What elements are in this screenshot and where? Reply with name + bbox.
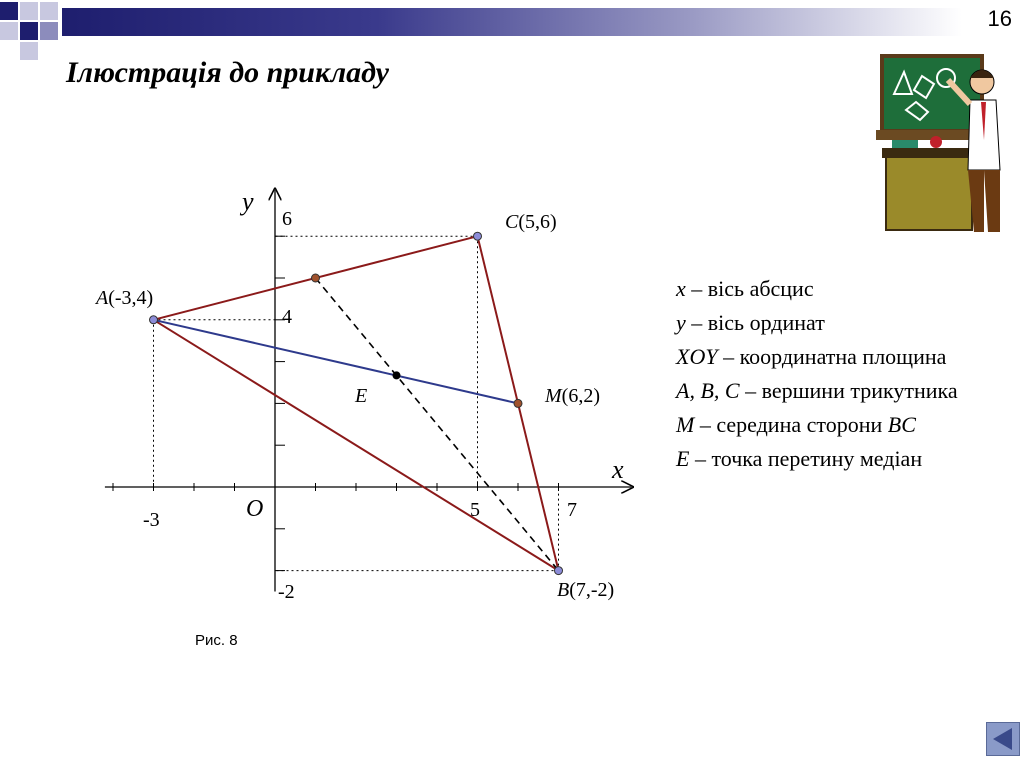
previous-slide-button[interactable] bbox=[986, 722, 1020, 756]
point-b bbox=[555, 567, 563, 575]
teacher-clipart bbox=[876, 50, 1021, 240]
label-point-c: C(5,6) bbox=[505, 211, 557, 233]
diagram-labels bbox=[94, 187, 624, 603]
tick-label-x7: 7 bbox=[567, 499, 577, 521]
point-a bbox=[150, 316, 158, 324]
legend-row-midpoint: M – середина сторони BC bbox=[676, 412, 916, 437]
legend-row-vertices: A, B, C – вершини трикутника bbox=[676, 378, 958, 403]
legend-row-xoy: XOY – координатна площина bbox=[676, 344, 947, 369]
legend-row-y: y – вісь ординат bbox=[676, 310, 825, 335]
x-axis-label: x bbox=[612, 455, 624, 484]
y-axis-label: y bbox=[242, 187, 254, 216]
label-point-b: B(7,-2) bbox=[557, 579, 615, 601]
figure-caption: Рис. 8 bbox=[195, 632, 238, 649]
tick-label-y6: 6 bbox=[282, 208, 292, 230]
slide-title: Ілюстрація до прикладу bbox=[66, 56, 389, 89]
origin-label: O bbox=[246, 496, 264, 522]
tick-label-x-neg3: -3 bbox=[143, 509, 160, 531]
point-c bbox=[474, 232, 482, 240]
tick-label-y-neg2: -2 bbox=[278, 581, 295, 603]
tick-label-y4: 4 bbox=[282, 306, 292, 328]
page-number: 16 bbox=[987, 6, 1012, 31]
legend bbox=[676, 272, 1016, 476]
point-m bbox=[514, 399, 522, 407]
tick-label-x5: 5 bbox=[470, 499, 480, 521]
point-e bbox=[393, 371, 401, 379]
point-n bbox=[312, 274, 320, 282]
label-point-a: A(-3,4) bbox=[96, 287, 154, 309]
label-point-e: E bbox=[355, 385, 368, 407]
label-point-m: M(6,2) bbox=[545, 385, 600, 407]
legend-row-x: x – вісь абсцис bbox=[676, 276, 814, 301]
legend-row-centroid: E – точка перетину медіан bbox=[676, 446, 923, 471]
median-am bbox=[154, 320, 519, 404]
